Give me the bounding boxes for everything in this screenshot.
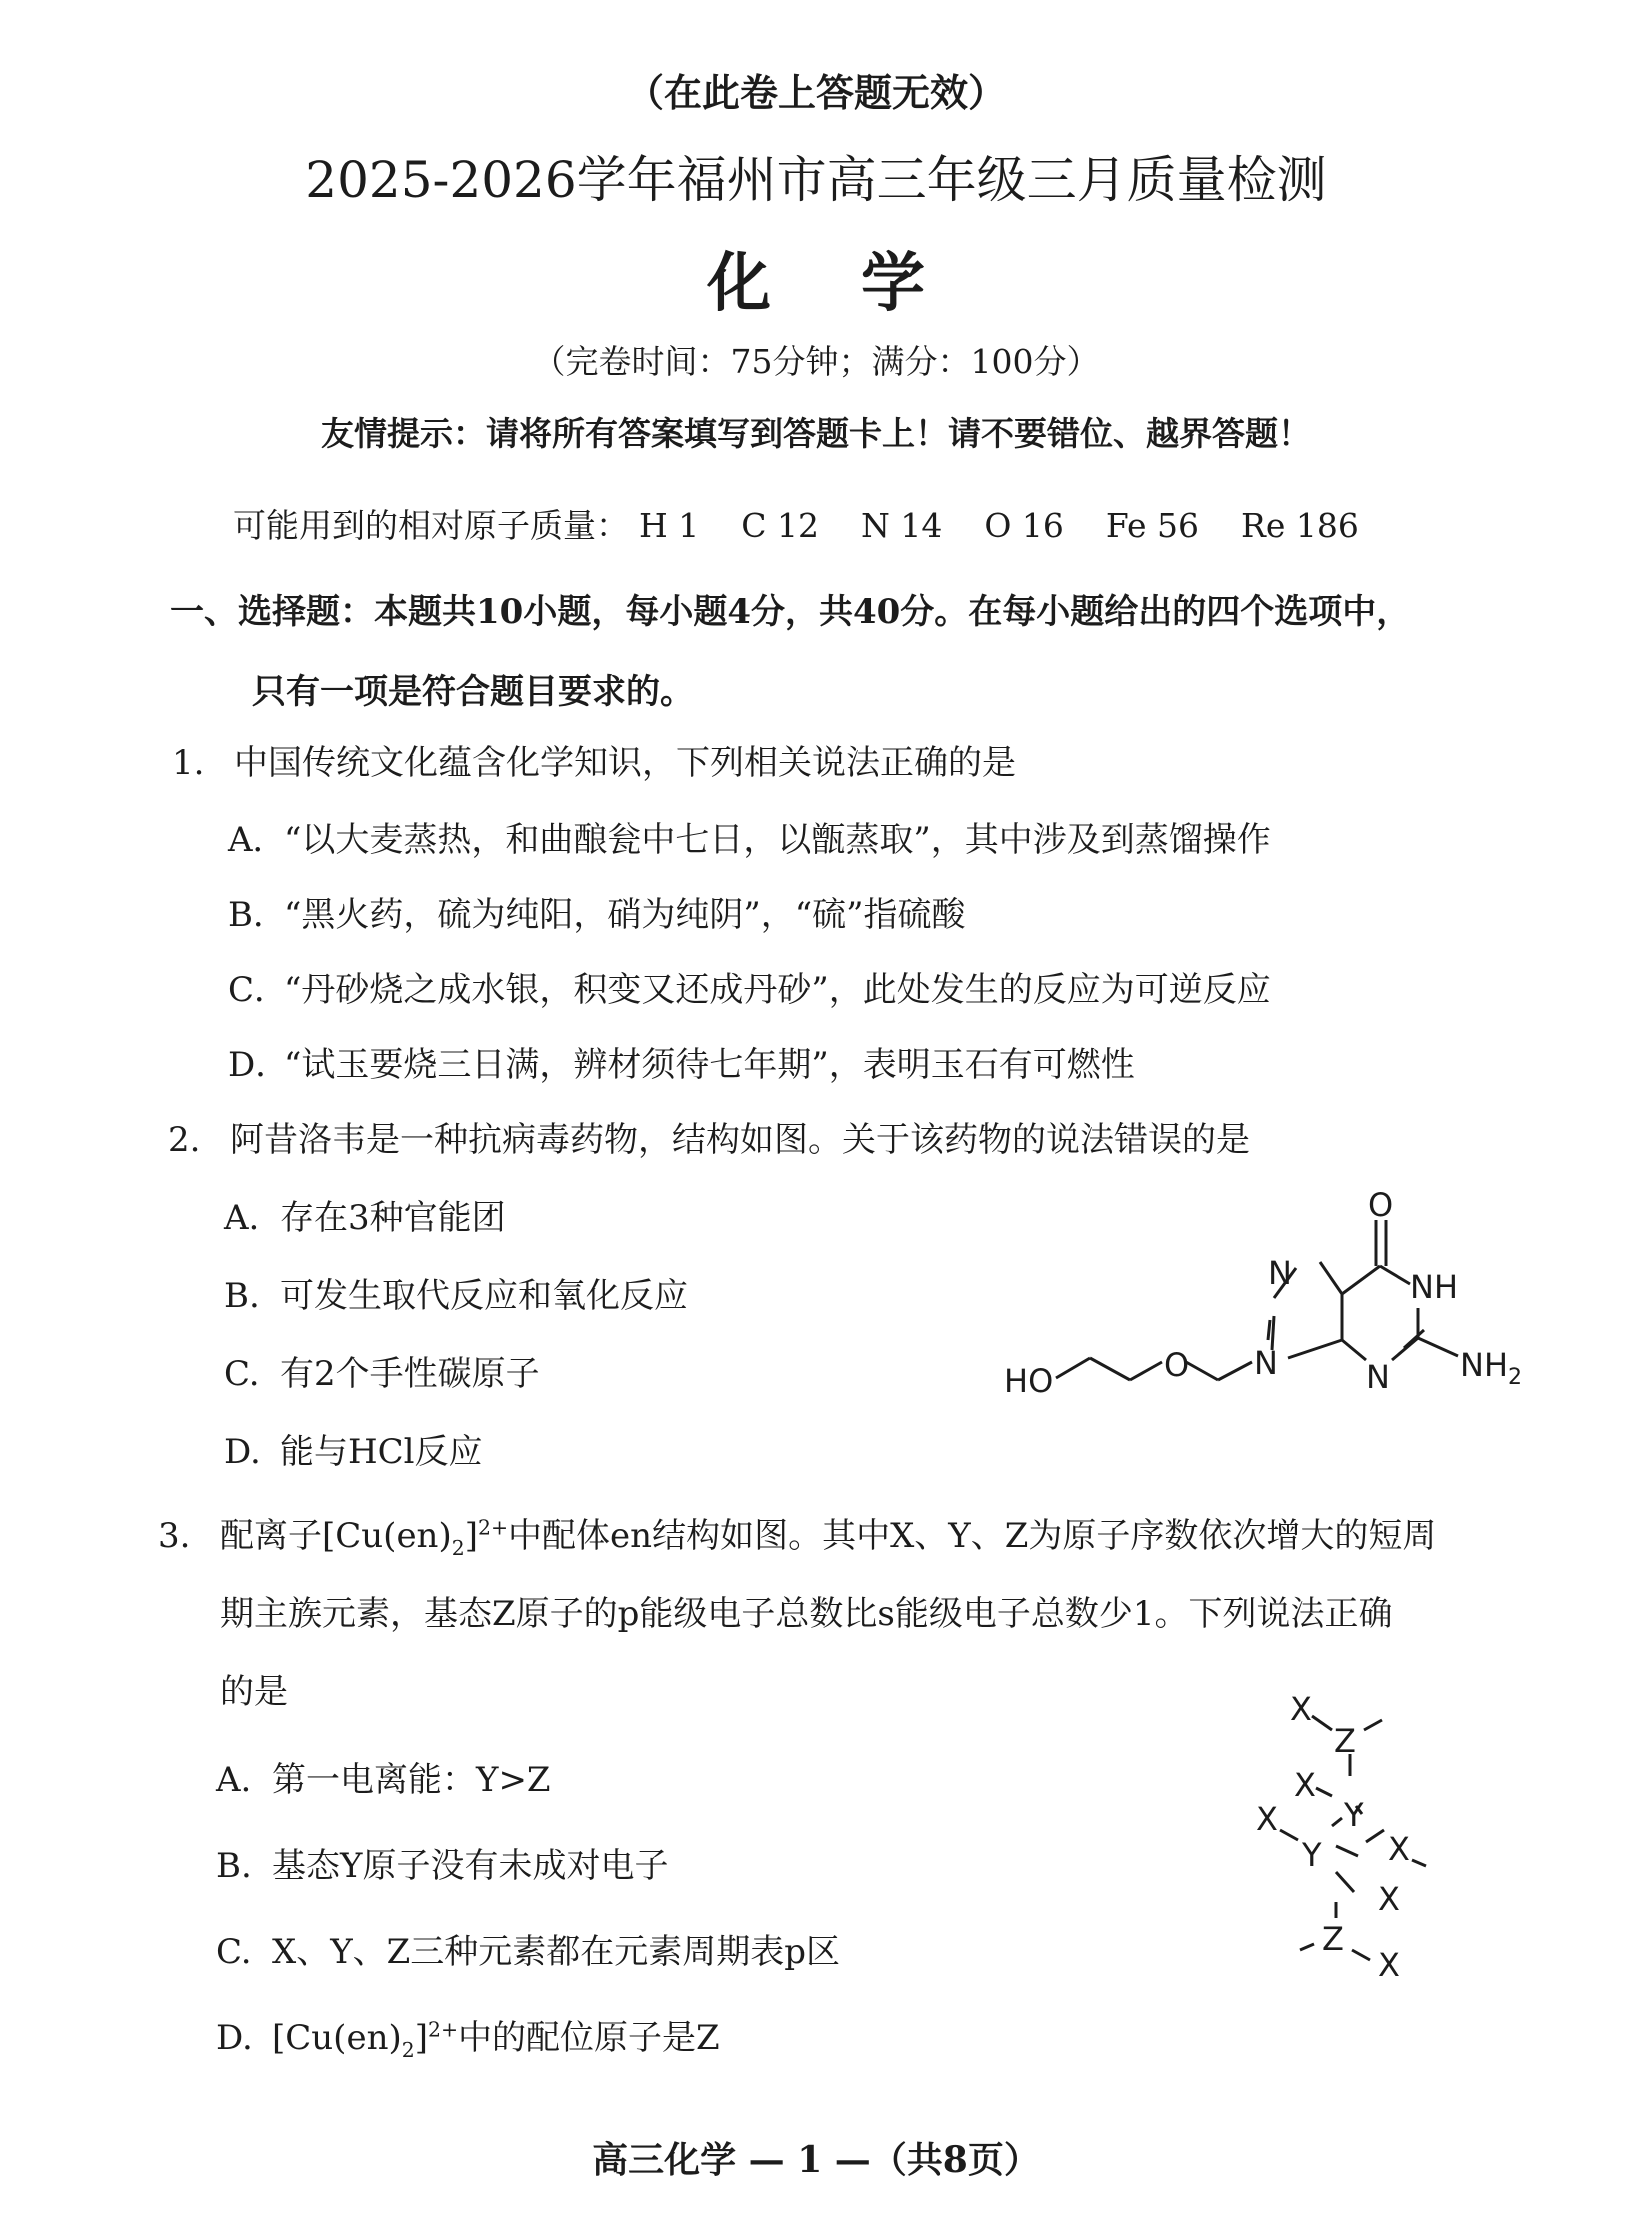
mol-label-nh2-main: NH [1460,1346,1508,1384]
atomic-mass-c: C 12 [741,506,819,545]
atomic-mass-re: Re 186 [1241,506,1359,545]
en-atom-x6: X [1378,1946,1400,1984]
mol-label-nh2-sub: 2 [1508,1365,1522,1390]
q3-stem-sub: 2 [451,1535,465,1560]
option-label: B． [228,895,287,935]
en-atom-x4: X [1388,1830,1410,1868]
mol-label-nh: NH [1410,1268,1458,1306]
atomic-mass-label: 可能用到的相对原子质量： [233,506,629,545]
en-atom-z1: Z [1334,1722,1356,1760]
question-2-text: 阿昔洛韦是一种抗病毒药物，结构如图。关于该药物的说法错误的是 [230,1120,1250,1160]
mol-label-ho: HO [1004,1362,1054,1400]
q3-optd-sup: 2+ [427,2017,459,2042]
en-atom-z2: Z [1322,1920,1344,1958]
option-label: B. [216,1846,252,1886]
section1-heading-line1: 一、选择题：本题共10小题，每小题4分，共40分。在每小题给出的四个选项中， [170,592,1411,632]
mol-label-carbonyl-o: O [1368,1186,1394,1224]
exam-time-info: （完卷时间：75分钟；满分：100分） [532,342,1100,381]
option-text: 存在3种官能团 [280,1198,506,1238]
en-atom-x2: X [1294,1766,1316,1804]
question-1-number: 1. [172,743,205,783]
atomic-mass-fe: Fe 56 [1105,506,1200,545]
mol-label-n7: N [1268,1254,1292,1292]
option-text: 有2个手性碳原子 [280,1354,540,1394]
q3-stem-bracket: ] [464,1516,478,1556]
option-label: A． [228,820,287,860]
q3-optd-bracket: ] [414,2018,428,2058]
invalid-answer-notice: （在此卷上答题无效） [625,70,1006,115]
atomic-mass-h: H 1 [639,506,700,545]
question-2-option-c [224,1346,540,1395]
question-2-number: 2. [168,1120,201,1160]
question-1-option-d [228,1037,1135,1086]
question-3-option-c [216,1924,840,1973]
q3-optd-post: 中的配位原子是Z [458,2018,720,2058]
option-label: A. [224,1198,260,1238]
option-text: “丹砂烧之成水银，积变又还成丹砂”，此处发生的反应为可逆反应 [284,970,1271,1010]
atomic-mass-line [233,500,1401,547]
option-label: C. [216,1932,252,1972]
question-3-option-a [216,1752,551,1801]
subject-title: 化学 [707,246,1015,321]
option-label: A. [216,1760,252,1800]
option-label: C. [224,1354,260,1394]
option-text: “黑火药，硫为纯阳，硝为纯阴”，“硫”指硫酸 [284,895,966,935]
option-text: 能与HCl反应 [280,1432,483,1472]
q3-stem-sup: 2+ [477,1515,509,1540]
question-3-stem-line1 [158,1508,1437,1560]
option-text: “以大麦蒸热，和曲酿瓮中七日，以甑蒸取”，其中涉及到蒸馏操作 [284,820,1271,860]
question-1-text: 中国传统文化蕴含化学知识，下列相关说法正确的是 [234,743,1016,783]
en-atom-y2: Y [1302,1836,1322,1874]
option-label: D． [228,1045,290,1085]
en-atom-x1: X [1290,1690,1312,1728]
option-text: 第一电离能：Y>Z [272,1760,551,1800]
section1-heading-line2: 只有一项是符合题目要求的。 [252,672,694,712]
question-2-option-a [224,1190,506,1239]
option-text: 基态Y原子没有未成对电子 [272,1846,669,1886]
question-1-option-b [228,887,966,936]
q3-optd-sub: 2 [401,2037,415,2062]
question-2-stem [168,1112,1250,1161]
option-text: 可发生取代反应和氧化反应 [280,1276,688,1316]
mol-label-n3: N [1366,1358,1390,1396]
atomic-mass-n: N 14 [861,506,943,545]
exam-title: 2025-2026学年福州市高三年级三月质量检测 [305,151,1327,209]
question-3-stem-line2: 期主族元素，基态Z原子的p能级电子总数比s能级电子总数少1。下列说法正确 [220,1594,1393,1634]
mol-label-n9: N [1254,1344,1278,1382]
option-label: C． [228,970,289,1010]
question-1-option-a [228,812,1271,861]
question-1-option-c [228,962,1271,1011]
q3-optd-pre: [Cu(en) [272,2018,402,2058]
option-label: B. [224,1276,260,1316]
page-footer: 高三化学 — 1 —（共8页） [592,2139,1040,2181]
question-3-stem-line3: 的是 [220,1672,288,1712]
en-atom-x3: X [1256,1800,1278,1838]
mol-label-ether-o: O [1164,1346,1190,1384]
question-3-number: 3. [158,1516,191,1556]
question-2-option-d [224,1424,483,1473]
option-text: X、Y、Z三种元素都在元素周期表p区 [272,1932,841,1972]
q3-stem-post: 中配体en结构如图。其中X、Y、Z为原子序数依次增大的短周 [508,1516,1437,1556]
question-1-stem [172,735,1016,784]
en-atom-x5: X [1378,1880,1400,1918]
question-3-option-d [216,2010,720,2062]
mol-label-nh2 [1460,1346,1522,1390]
option-text: “试玉要烧三日满，辨材须待七年期”，表明玉石有可燃性 [284,1045,1135,1085]
acyclovir-structure [990,1180,1550,1420]
atomic-mass-o: O 16 [984,506,1064,545]
option-label: D. [224,1432,261,1472]
option-label: D. [216,2018,253,2058]
en-ligand-structure [1240,1680,1480,2000]
question-2-option-b [224,1268,688,1317]
friendly-tip: 友情提示：请将所有答案填写到答题卡上！请不要错位、越界答题！ [321,414,1311,453]
q3-stem-pre: 配离子[Cu(en) [220,1516,452,1556]
en-atom-y1: Y [1344,1796,1364,1834]
question-3-option-b [216,1838,668,1887]
